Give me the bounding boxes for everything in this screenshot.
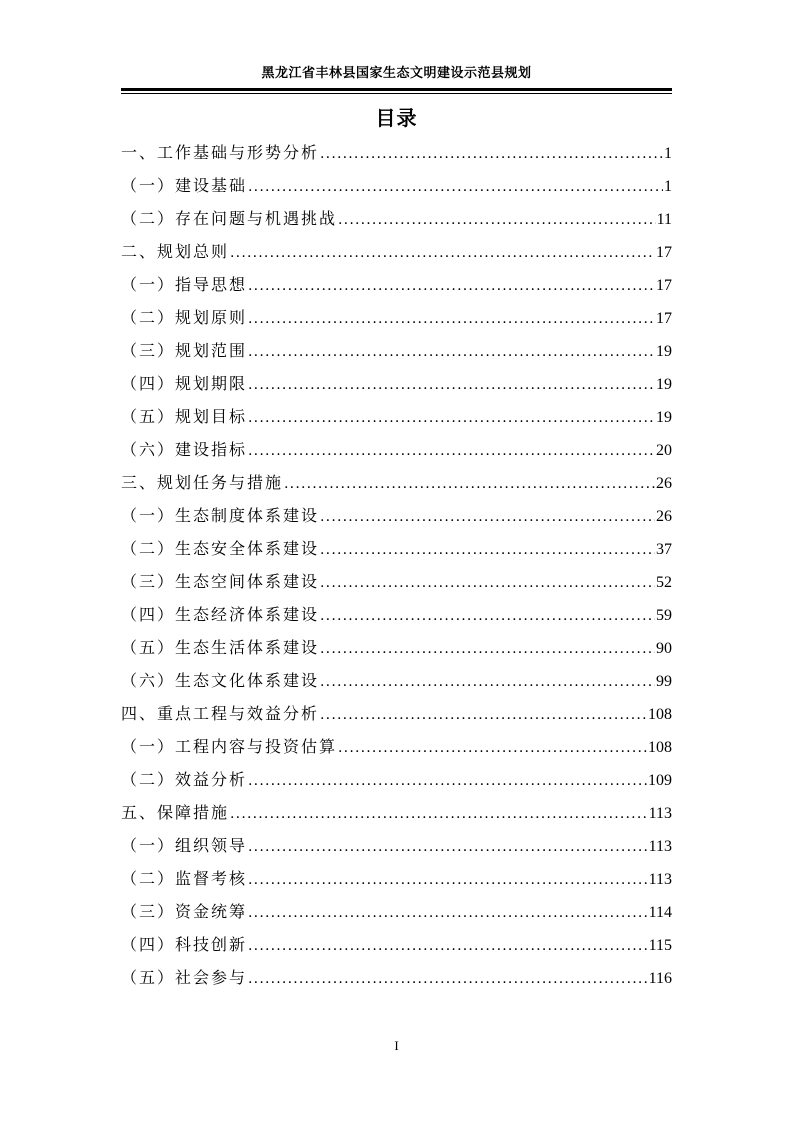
toc-entry-title: （三）生态空间体系建设 [121, 572, 320, 591]
toc-entry-page: 1 [664, 178, 672, 195]
toc-entry-page: 19 [656, 409, 672, 426]
toc-entry-title: （四）科技创新 [121, 935, 248, 954]
toc-entry-title: （五）生态生活体系建设 [121, 638, 320, 657]
toc-entry-title: （二）监督考核 [121, 869, 248, 888]
toc-entry-page: 20 [656, 442, 672, 459]
toc-entry-page: 113 [648, 838, 672, 855]
toc-entry-title: （五）规划目标 [121, 407, 248, 426]
toc-entry-page: 113 [648, 805, 672, 822]
toc-dot-leader [230, 798, 648, 831]
toc-entry[interactable] [121, 334, 672, 367]
toc-entry-title: （三）规划范围 [121, 341, 248, 360]
toc-entry-title: （六）建设指标 [121, 440, 248, 459]
toc-entry-page: 116 [648, 970, 672, 987]
toc-entry[interactable] [121, 961, 672, 994]
toc-entry-title: 四、重点工程与效益分析 [121, 704, 320, 723]
toc-dot-leader [320, 138, 663, 171]
toc-entry[interactable] [121, 763, 672, 796]
toc-entry-title: （一）指导思想 [121, 275, 248, 294]
toc-entry-page: 108 [648, 706, 672, 723]
toc-entry[interactable] [121, 730, 672, 763]
toc-entry-page: 17 [656, 277, 672, 294]
toc-dot-leader [248, 435, 655, 468]
toc-entry[interactable] [121, 400, 672, 433]
toc-entry-page: 115 [648, 937, 672, 954]
toc-entry-page: 37 [656, 541, 672, 558]
toc-entry[interactable] [121, 565, 672, 598]
toc-entry-page: 26 [656, 508, 672, 525]
toc-dot-leader [320, 567, 655, 600]
toc-entry-page: 113 [648, 871, 672, 888]
toc-entry-title: （四）规划期限 [121, 374, 248, 393]
toc-entry-title: （四）生态经济体系建设 [121, 605, 320, 624]
page-number: I [394, 1038, 399, 1053]
toc-dot-leader [248, 303, 655, 336]
toc-entry[interactable] [121, 796, 672, 829]
toc-entry[interactable] [121, 598, 672, 631]
toc-entry-page: 99 [656, 673, 672, 690]
toc-entry[interactable] [121, 235, 672, 268]
toc-entry[interactable] [121, 928, 672, 961]
toc-entry-page: 1 [664, 145, 672, 162]
toc-dot-leader [248, 963, 648, 996]
toc-entry-page: 26 [656, 475, 672, 492]
toc-entry-title: （二）规划原则 [121, 308, 248, 327]
toc-dot-leader [320, 534, 655, 567]
toc-dot-leader [248, 270, 655, 303]
toc-dot-leader [248, 171, 663, 204]
toc-dot-leader [248, 402, 655, 435]
toc-entry[interactable] [121, 367, 672, 400]
toc-entry-page: 52 [656, 574, 672, 591]
toc-entry-page: 109 [648, 772, 672, 789]
toc-entry-title: 五、保障措施 [121, 803, 230, 822]
toc-entry-title: （一）建设基础 [121, 176, 248, 195]
header-rule-thick [121, 88, 672, 91]
toc-entry-title: （三）资金统筹 [121, 902, 248, 921]
toc-entry[interactable] [121, 136, 672, 169]
toc-entry-page: 59 [656, 607, 672, 624]
toc-dot-leader [320, 600, 655, 633]
toc-dot-leader [284, 468, 655, 501]
toc-entry-page: 19 [656, 376, 672, 393]
toc-dot-leader [320, 501, 655, 534]
toc-entry[interactable] [121, 664, 672, 697]
toc-entry[interactable] [121, 862, 672, 895]
toc-entry[interactable] [121, 829, 672, 862]
toc-entry-title: （二）生态安全体系建设 [121, 539, 320, 558]
toc-entry-title: 三、规划任务与措施 [121, 473, 284, 492]
header-rule-thin [121, 93, 672, 94]
toc-entry[interactable] [121, 202, 672, 235]
toc-entry-page: 108 [648, 739, 672, 756]
toc-entry-page: 90 [656, 640, 672, 657]
toc-entry[interactable] [121, 433, 672, 466]
running-header-title: 黑龙江省丰林县国家生态文明建设示范县规划 [261, 66, 532, 81]
toc-dot-leader [248, 864, 648, 897]
table-of-contents [121, 136, 672, 994]
toc-entry[interactable] [121, 466, 672, 499]
toc-dot-leader [248, 831, 648, 864]
toc-entry[interactable] [121, 169, 672, 202]
toc-dot-leader [248, 369, 655, 402]
toc-entry[interactable] [121, 532, 672, 565]
toc-dot-leader [230, 237, 655, 270]
toc-entry[interactable] [121, 499, 672, 532]
toc-heading: 目录 [375, 106, 418, 130]
toc-entry-title: 二、规划总则 [121, 242, 230, 261]
toc-entry-page: 17 [656, 244, 672, 261]
toc-entry-page: 19 [656, 343, 672, 360]
toc-entry-title: （一）生态制度体系建设 [121, 506, 320, 525]
toc-entry[interactable] [121, 631, 672, 664]
toc-entry[interactable] [121, 301, 672, 334]
toc-dot-leader [248, 765, 647, 798]
toc-dot-leader [338, 204, 656, 237]
toc-entry[interactable] [121, 697, 672, 730]
toc-entry-page: 17 [656, 310, 672, 327]
toc-dot-leader [338, 732, 647, 765]
toc-entry-title: （一）组织领导 [121, 836, 248, 855]
toc-entry-title: （五）社会参与 [121, 968, 248, 987]
toc-dot-leader [320, 633, 655, 666]
toc-dot-leader [248, 897, 648, 930]
toc-entry[interactable] [121, 268, 672, 301]
toc-dot-leader [320, 666, 655, 699]
toc-entry-title: 一、工作基础与形势分析 [121, 143, 320, 162]
toc-dot-leader [320, 699, 647, 732]
toc-entry-page: 114 [648, 904, 672, 921]
toc-entry-title: （一）工程内容与投资估算 [121, 737, 338, 756]
toc-entry[interactable] [121, 895, 672, 928]
toc-entry-title: （二）存在问题与机遇挑战 [121, 209, 338, 228]
toc-entry-title: （二）效益分析 [121, 770, 248, 789]
toc-entry-title: （六）生态文化体系建设 [121, 671, 320, 690]
toc-entry-page: 11 [656, 211, 672, 228]
toc-dot-leader [248, 336, 655, 369]
toc-dot-leader [248, 930, 648, 963]
